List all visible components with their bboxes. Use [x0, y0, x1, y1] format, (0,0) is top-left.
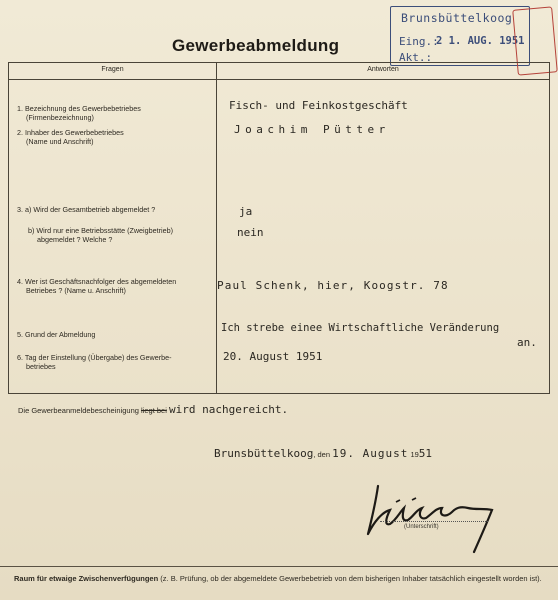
- signature-line: [380, 521, 488, 522]
- question-4: 4. Wer ist Geschäftsnachfolger des abgemeldeten Betriebes ? (Name u. Anschrift): [17, 277, 177, 295]
- stamp-place: Brunsbüttelkoog: [401, 11, 513, 25]
- question-5: 5. Grund der Abmeldung: [17, 330, 96, 339]
- year-prefix: 19: [410, 450, 419, 459]
- answer-2: Joachim Pütter: [234, 123, 390, 136]
- bottom-divider: [0, 566, 558, 567]
- remarks-heading: Raum für etwaige Zwischenverfügungen: [14, 574, 159, 583]
- handwritten-signature: [356, 478, 506, 558]
- question-3a: 3. a) Wird der Gesamtbetrieb abgemeldet ?: [17, 205, 156, 214]
- certificate-typed-text: wird nachgereicht.: [168, 403, 289, 416]
- signature-label: (Unterschrift): [404, 524, 439, 530]
- form-title: Gewerbeabmeldung: [172, 36, 340, 55]
- receipt-stamp: [390, 6, 530, 66]
- certificate-struck-text: liegt bei: [141, 406, 167, 415]
- question-3b: b) Wird nur eine Betriebsstätte (Zweigbetrieb) abgemeldet ? Welche ?: [28, 226, 174, 244]
- remarks-section: [14, 574, 550, 584]
- date-separator: , den: [313, 450, 331, 459]
- question-2: 2. Inhaber des Gewerbebetriebes (Name und Anschrift): [17, 128, 124, 146]
- remarks-note: (z. B. Prüfung, ob der abgemeldete Gewerbebetrieb von dem bisherigen Inhaber tatsächlich eingestellt worden ist).: [160, 574, 542, 583]
- column-header-answers: Antworten: [367, 66, 399, 73]
- question-6: 6. Tag der Einstellung (Übergabe) des Gewerbe- betriebes: [17, 353, 172, 371]
- certificate-line: [18, 403, 288, 416]
- year-suffix: 51: [418, 447, 433, 460]
- stamp-file-label: Akt.:: [399, 51, 433, 64]
- signing-place: Brunsbüttelkoog: [214, 447, 314, 460]
- certificate-prefix: Die Gewerbeanmeldebescheinigung: [18, 406, 139, 415]
- question-1: 1. Bezeichnung des Gewerbebetriebes (Firmenbezeichnung): [17, 104, 141, 122]
- questions-table: [8, 62, 550, 394]
- answer-5-line1: Ich strebe einee Wirtschaftliche Veränderung: [221, 322, 500, 334]
- place-date-line: [214, 447, 432, 460]
- signing-day: 19. August: [332, 447, 409, 460]
- answer-6: 20. August 1951: [223, 350, 323, 363]
- answer-1: Fisch- und Feinkostgeschäft: [229, 99, 408, 112]
- stamp-received-date: 2 1. AUG. 1951: [436, 35, 525, 47]
- column-divider: [216, 63, 217, 393]
- answer-3b: nein: [237, 226, 264, 239]
- answer-5-line2: an.: [517, 336, 537, 349]
- stamp-received-label: Eing.:: [399, 35, 439, 48]
- answer-3a: ja: [239, 205, 253, 218]
- answer-4: Paul Schenk, hier, Koogstr. 78: [217, 279, 449, 292]
- header-divider: [9, 79, 549, 80]
- column-header-questions: Fragen: [101, 66, 124, 73]
